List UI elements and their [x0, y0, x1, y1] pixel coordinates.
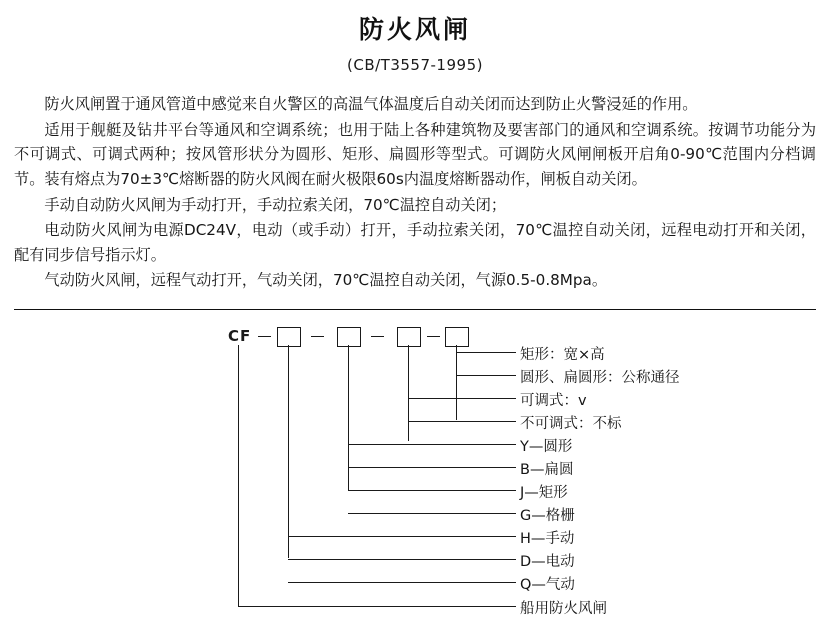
- legend-item-11: Q—气动: [520, 577, 575, 593]
- leader-h-legend-10: [288, 559, 516, 560]
- legend-item-1: 矩形：宽×高: [520, 347, 605, 363]
- paragraph-3: 手动自动防火风闸为手动打开，手动拉索关闭，70℃温控自动关闭；: [44, 195, 507, 214]
- leader-h-legend-1: [456, 352, 516, 353]
- leader-h-legend-8: [348, 513, 516, 514]
- diagram-top-rule: [14, 309, 816, 310]
- paragraph-1: 防火风闸置于通风管道中感觉来自火警区的高温气体温度后自动关闭而达到防止火警浸延的作用。: [44, 95, 698, 113]
- leader-h-legend-4: [408, 421, 516, 422]
- leader-h-legend-12: [238, 606, 516, 607]
- code-separator-1: [258, 336, 271, 337]
- legend-item-2: 圆形、扁圆形：公称通径: [520, 370, 680, 386]
- leader-h-legend-7: [348, 490, 516, 491]
- legend-item-9: H—手动: [520, 531, 575, 547]
- body-text: [14, 92, 816, 293]
- legend-item-12: 船用防火风闸: [520, 601, 607, 617]
- legend-item-6: B—扁圆: [520, 462, 574, 478]
- page-title: 防火风闸: [358, 15, 471, 44]
- legend-item-10: D—电动: [520, 554, 575, 570]
- leader-h-legend-9: [288, 536, 516, 537]
- leader-v-prefix: [238, 345, 239, 607]
- legend-item-3: 可调式：v: [520, 393, 587, 409]
- paragraph-5: 气动防火风闸，远程气动打开，气动关闭，70℃温控自动关闭，气源0.5-0.8Mpa。: [44, 271, 608, 290]
- code-box-4: [445, 327, 469, 347]
- leader-h-legend-3: [408, 398, 516, 399]
- paragraph-4: 电动防火风闸为电源DC24V，电动（或手动）打开，手动拉索关闭，70℃温控自动关闭，远程电动打开和关闭，配有同步信号指示灯。: [14, 221, 816, 264]
- code-separator-3: [371, 336, 384, 337]
- standard-code: (CB/T3557-1995): [347, 56, 483, 74]
- code-box-1: [277, 327, 301, 347]
- document-page: [0, 10, 830, 617]
- leader-v-box1: [288, 345, 289, 558]
- leader-h-legend-11: [288, 582, 516, 583]
- code-separator-4: [427, 336, 440, 337]
- leader-v-box2: [348, 345, 349, 491]
- code-separator-2: [311, 336, 324, 337]
- leader-h-legend-2: [456, 375, 516, 376]
- leader-h-legend-5: [348, 444, 516, 445]
- paragraph-2: 适用于舰艇及钻井平台等通风和空调系统；也用于陆上各种建筑物及要害部门的通风和空调系统。按调节功能分为不可调式、可调式两种；按风管形状分为圆形、矩形、扁圆形等型式。可调防火风闸闸板开启角0-90℃范围内分档调节。装有熔点为70±3℃熔断器的防火风阀在耐火极限60s内温度熔断器动作，闸板自动关闭。: [14, 120, 816, 188]
- leader-v-box3: [408, 345, 409, 441]
- legend-item-5: Y—圆形: [520, 439, 573, 455]
- leader-v-box4: [456, 345, 457, 420]
- legend-item-8: G—格栅: [520, 508, 575, 524]
- code-prefix: CF: [228, 327, 252, 345]
- legend-item-7: J—矩形: [520, 485, 568, 501]
- legend-item-4: 不可调式：不标: [520, 416, 622, 432]
- model-code-diagram: [0, 305, 830, 617]
- leader-h-legend-6: [348, 467, 516, 468]
- code-box-3: [397, 327, 421, 347]
- code-box-2: [337, 327, 361, 347]
